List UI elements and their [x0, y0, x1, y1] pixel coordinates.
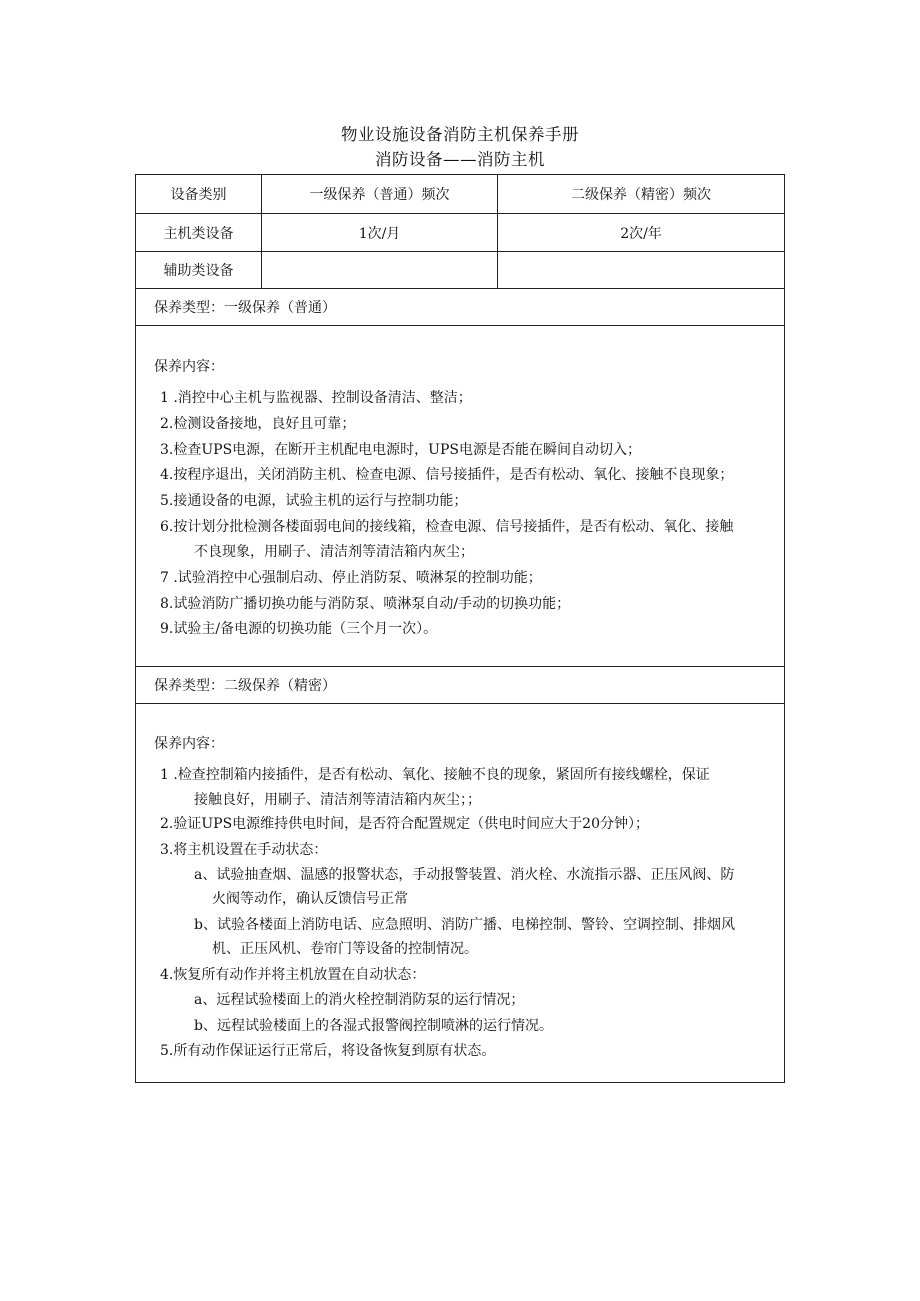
section2-subitem: a、试验抽查烟、温感的报警状态，手动报警装置、消火栓、水流指示器、正压风阀、防	[194, 867, 735, 883]
row-divider	[136, 703, 784, 704]
maintenance-table	[135, 174, 785, 1083]
section2-item-continued: 接触良好，用刷子、清洁剂等清洁箱内灰尘；；	[194, 792, 481, 808]
section2-item: 1 .检查控制箱内接插件，是否有松动、氧化、接触不良的现象，紧固所有接线螺栓，保证	[160, 767, 710, 783]
section1-item: 8.试验消防广播切换功能与消防泵、喷淋泵自动/手动的切换功能；	[160, 596, 571, 612]
header-category: 设备类别	[170, 187, 227, 203]
row-host-level2-value: 2次/年	[620, 225, 662, 242]
section2-subitem-continued: 机、正压风机、卷帘门等设备的控制情况。	[212, 941, 478, 957]
section1-item-continued: 不良现象，用刷子、清洁剂等清洁箱内灰尘；	[194, 544, 474, 560]
section1-type-label: 保养类型：一级保养（普通）	[154, 300, 336, 316]
header-level2-frequency: 二级保养（精密）频次	[571, 187, 711, 203]
section1-item: 2.检测设备接地，良好且可靠；	[160, 416, 356, 432]
section1-item: 3.检查UPS电源，在断开主机配电电源时，UPS电源是否能在瞬间自动切入；	[160, 442, 641, 458]
row-divider	[136, 325, 784, 326]
section2-content-label: 保养内容：	[154, 736, 224, 752]
section1-item: 4.按程序退出，关闭消防主机、检查电源、信号接插件，是否有松动、氧化、接触不良现象；	[160, 467, 734, 483]
section2-subitem: a、远程试验楼面上的消火栓控制消防泵的运行情况；	[194, 992, 525, 1008]
section1-item: 5.接通设备的电源，试验主机的运行与控制功能；	[160, 493, 468, 509]
row-host-level1-value: 1次/月	[358, 225, 401, 242]
section1-item: 9.试验主/备电源的切换功能（三个月一次）。	[160, 621, 438, 637]
section1-item: 1 .消控中心主机与监视器、控制设备清洁、整洁；	[160, 390, 472, 406]
row-host-equipment-label: 主机类设备	[163, 225, 234, 242]
document-title: 物业设施设备消防主机保养手册	[341, 125, 579, 144]
document-subtitle: 消防设备——消防主机	[375, 150, 545, 169]
header-level1-frequency: 一级保养（普通）频次	[309, 187, 450, 203]
section1-content-label: 保养内容：	[154, 359, 224, 375]
section1-item: 6.按计划分批检测各楼面弱电间的接线箱，检查电源、信号接插件，是否有松动、氧化、接触	[160, 519, 734, 535]
section2-subitem: b、试验各楼面上消防电话、应急照明、消防广播、电梯控制、警铃、空调控制、排烟风	[194, 917, 735, 933]
section2-subitem-continued: 火阀等动作，确认反馈信号正常	[212, 891, 408, 907]
section2-item: 4.恢复所有动作并将主机放置在自动状态：	[160, 967, 426, 983]
row-auxiliary-equipment-label: 辅助类设备	[163, 263, 234, 279]
section1-item: 7 .试验消控中心强制启动、停止消防泵、喷淋泵的控制功能；	[160, 570, 542, 586]
section2-type-label: 保养类型：二级保养（精密）	[154, 678, 336, 694]
section2-item: 3.将主机设置在手动状态：	[160, 842, 328, 858]
section2-subitem: b、远程试验楼面上的各湿式报警阀控制喷淋的运行情况。	[194, 1018, 553, 1034]
section2-item: 2.验证UPS电源维持供电时间，是否符合配置规定（供电时间应大于20分钟）；	[160, 816, 649, 832]
row-auxiliary-level2-value	[498, 252, 784, 288]
row-auxiliary-level1-value	[262, 252, 497, 288]
section2-item: 5.所有动作保证运行正常后，将设备恢复到原有状态。	[160, 1043, 496, 1059]
